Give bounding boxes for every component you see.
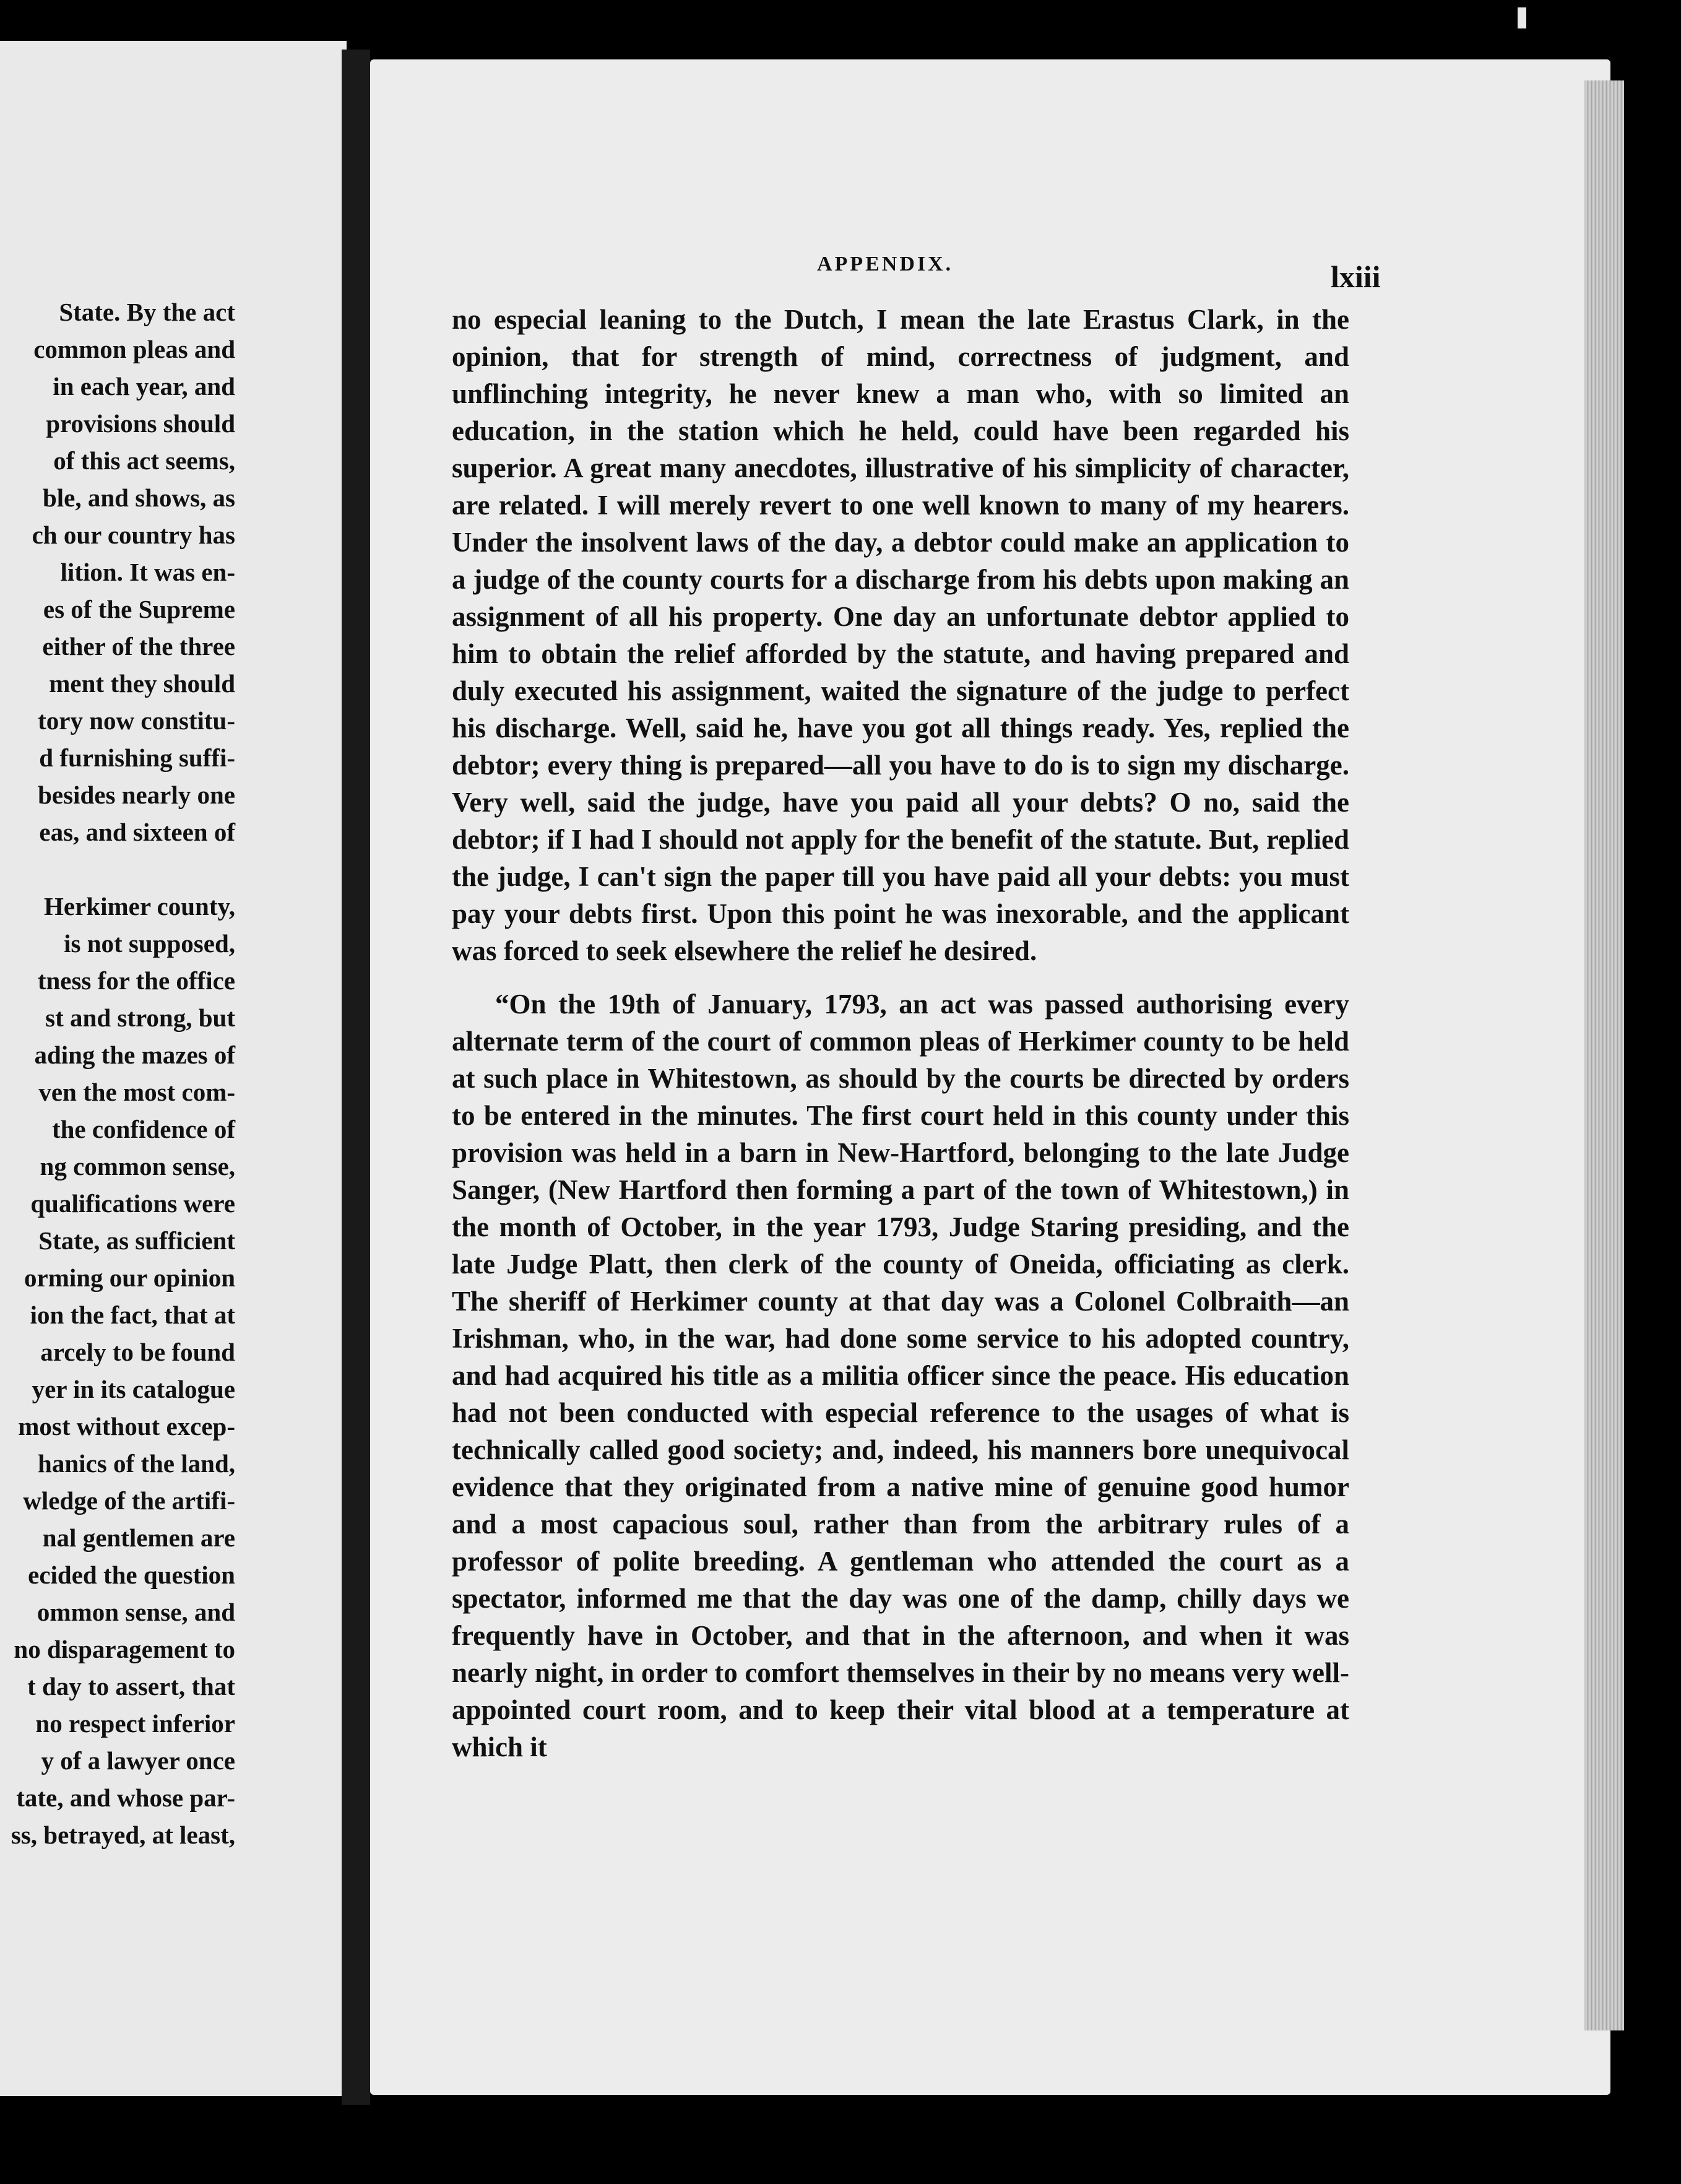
left-line: yer in its catalogue [32, 1375, 235, 1403]
left-line: ss, betrayed, at least, [11, 1821, 235, 1849]
left-line: ch our country has [32, 521, 235, 549]
left-line: y of a lawyer once [41, 1746, 235, 1775]
left-line: ommon sense, and [37, 1598, 235, 1626]
left-line: orming our opinion [24, 1263, 235, 1292]
left-line: nal gentlemen are [42, 1523, 235, 1552]
left-line: ion the fact, that at [30, 1301, 235, 1329]
left-line: most without excep- [18, 1412, 235, 1441]
left-line: the confidence of [51, 1115, 235, 1143]
page-number: lxiii [1331, 259, 1381, 294]
left-line: provisions should [46, 409, 235, 438]
paragraph: “On the 19th of January, 1793, an act was passed authorising every alternate term of the court of common pleas of Herkimer county to be held at such place in Whitestown, as should by the courts be directed by orders to be entered in the minutes. The first court held in this county under this provision was held in a barn in New-Hartford, belonging to the late Judge Sanger, (New Hartford then forming a part of the town of Whitestown,) in the month of October, in the year 1793, Judge Staring presiding, and the late Judge Platt, then clerk of the county of Oneida, officiating as clerk. The sheriff of Herkimer county at that day was a Colonel Colbraith—an Irishman, who, in the war, had done some service to his adopted country, and had acquired his title as a militia officer since the peace. His education had not been conducted with especial reference to the usages of what is technically called good society; and, indeed, his manners bore unequivocal evidence that they originated from a native mine of genuine good humor and a most capacious soul, rather than from the arbitrary rules of a professor of polite breeding. A gentleman who attended the court as a spectator, informed me that the day was one of the damp, chilly days we frequently have in October, and that in the afternoon, and when it was nearly night, in order to comfort themselves in their by no means very well-appointed court room, and to keep their vital blood at a temperature at which it [452, 989, 1349, 1762]
left-line: no respect inferior [35, 1709, 235, 1738]
left-line: st and strong, but [45, 1003, 235, 1032]
body-text [452, 301, 1349, 1766]
book-gutter [342, 50, 370, 2105]
left-line: common pleas and [33, 335, 235, 363]
left-line: is not supposed, [64, 929, 235, 958]
left-line: ble, and shows, as [42, 483, 235, 512]
left-line: ven the most com- [38, 1078, 235, 1106]
left-line: State. By the act [59, 298, 235, 326]
left-line: no disparagement to [14, 1635, 235, 1663]
left-line: tory now constitu- [38, 706, 235, 735]
left-line: tness for the office [37, 966, 235, 995]
left-line: Herkimer county, [44, 892, 235, 921]
left-line: d furnishing suffi- [39, 743, 235, 772]
left-line: ng common sense, [40, 1152, 235, 1181]
page-edges [1584, 80, 1624, 2030]
left-line: qualifications were [30, 1189, 235, 1218]
left-line: ment they should [49, 669, 235, 698]
left-line: t day to assert, that [27, 1672, 235, 1701]
running-head: APPENDIX. [817, 253, 954, 275]
paragraph-gap [0, 851, 235, 888]
scan-edge-mark [1518, 7, 1526, 28]
left-line: besides nearly one [38, 781, 235, 809]
paragraph: no especial leaning to the Dutch, I mean the late Erastus Clark, in the opinion, that for strength of mind, correctness of judgment, and unflinching integrity, he never knew a man who, with so limited an education, in the station which he held, could have been regarded his superior. A great many anecdotes, illustrative of his simplicity of character, are related. I will merely revert to one well known to many of my hearers. Under the insolvent laws of the day, a debtor could make an application to a judge of the county courts for a discharge from his debts upon making an assignment of all his property. One day an unfortunate debtor applied to him to obtain the relief afforded by the statute, and having prepared and duly executed his assignment, waited the signature of the judge to perfect his discharge. Well, said he, have you got all things ready. Yes, replied the debtor; every thing is prepared—all you have to do is to sign my discharge. Very well, said the judge, have you paid all your debts? O no, said the debtor; if I had I should not apply for the benefit of the statute. But, replied the judge, I can't sign the paper till you have paid all your debts: you must pay your debts first. Upon this point he was inexorable, and the applicant was forced to seek elsewhere the relief he desired. [452, 304, 1349, 966]
left-line: lition. It was en- [60, 558, 235, 586]
left-line: of this act seems, [53, 446, 235, 475]
left-page-text [0, 293, 235, 1853]
left-line: es of the Supreme [43, 595, 235, 623]
left-line: in each year, and [53, 372, 235, 401]
left-line: ading the mazes of [34, 1041, 235, 1069]
left-line: eas, and sixteen of [39, 818, 235, 846]
left-line: wledge of the artifi- [23, 1486, 235, 1515]
left-line: hanics of the land, [38, 1449, 235, 1478]
left-line: either of the three [42, 632, 235, 661]
left-page [0, 41, 347, 2096]
left-line: tate, and whose par- [16, 1783, 235, 1812]
left-line: State, as sufficient [38, 1226, 235, 1255]
left-line: arcely to be found [40, 1338, 235, 1366]
left-line: ecided the question [28, 1561, 235, 1589]
